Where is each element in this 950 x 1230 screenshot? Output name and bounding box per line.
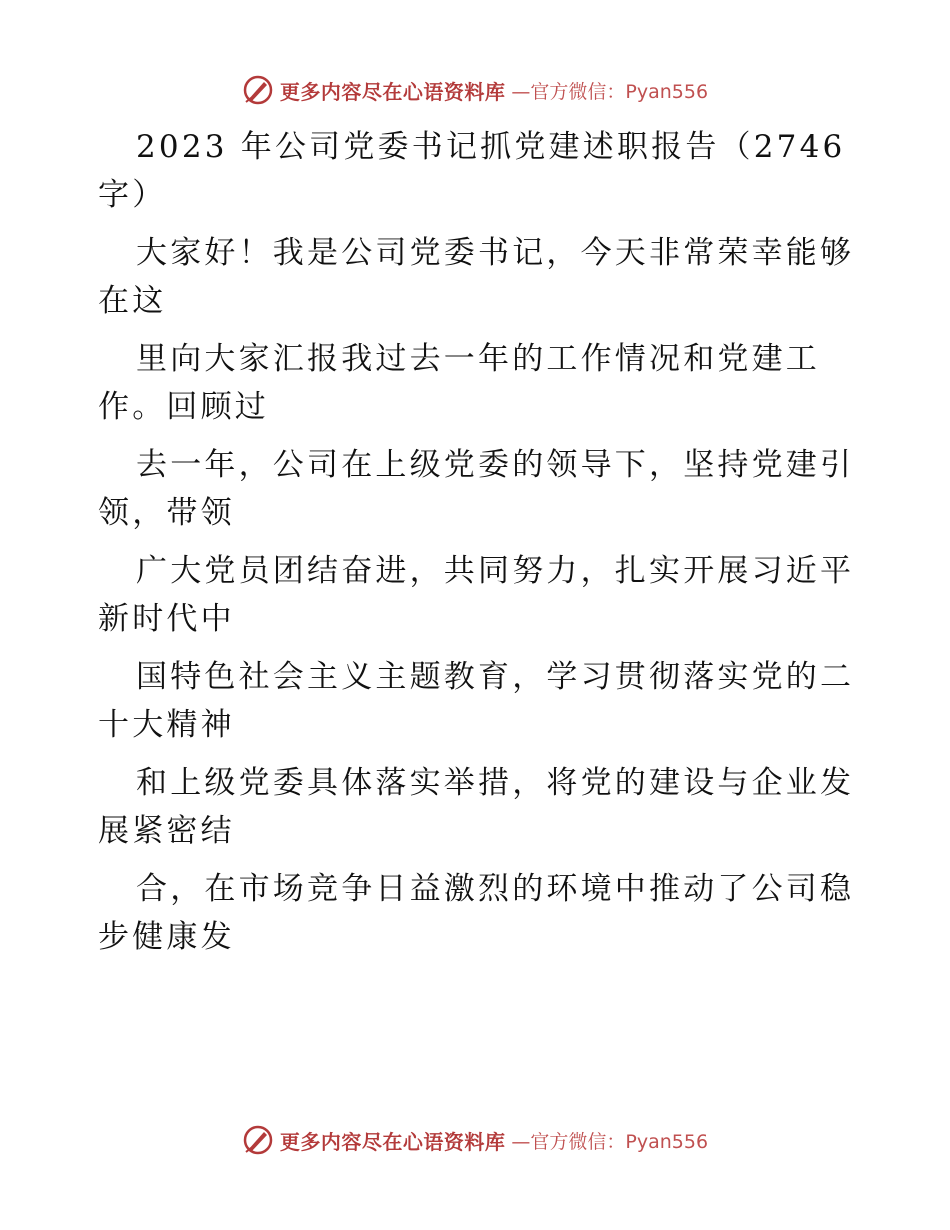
paragraph-line: 和上级党委具体落实举措，将党的建设与企业发 [136,765,855,801]
paragraph [98,123,858,219]
paragraph-line: 展紧密结 [98,813,235,849]
paragraph-line: 合，在市场竞争日益激烈的环境中推动了公司稳 [136,871,855,907]
paragraph-line: 字） [98,177,167,213]
paragraph [98,759,858,855]
paragraph [98,547,858,643]
paragraph-line: 2023 年公司党委书记抓党建述职报告（2746 [136,129,846,165]
paragraph-line: 在这 [98,283,167,319]
footer-watermark [0,1122,950,1158]
quill-logo-icon [242,74,274,106]
document-body [98,123,858,971]
watermark-main-text: 更多内容尽在心语资料库 [279,1129,506,1154]
paragraph [98,441,858,537]
paragraph [98,229,858,325]
paragraph-line: 国特色社会主义主题教育，学习贯彻落实党的二 [136,659,855,695]
paragraph-line: 广大党员团结奋进，共同努力，扎实开展习近平 [136,553,855,589]
quill-logo-icon [242,1124,274,1156]
paragraph [98,653,858,749]
paragraph-line: 新时代中 [98,601,235,637]
paragraph-line: 领，带领 [98,495,235,531]
paragraph-line: 十大精神 [98,707,235,743]
paragraph-line: 作。回顾过 [98,389,269,425]
paragraph-line: 里向大家汇报我过去一年的工作情况和党建工 [136,341,820,377]
paragraph [98,865,858,961]
paragraph-line: 步健康发 [98,919,235,955]
paragraph [98,335,858,431]
watermark-sub-text: —官方微信：Pyan556 [511,80,709,103]
paragraph-line: 去一年，公司在上级党委的领导下，坚持党建引 [136,447,855,483]
paragraph-line: 大家好！我是公司党委书记，今天非常荣幸能够 [136,235,855,271]
watermark-main-text: 更多内容尽在心语资料库 [279,79,506,104]
watermark-sub-text: —官方微信：Pyan556 [511,1130,709,1153]
header-watermark [0,72,950,108]
